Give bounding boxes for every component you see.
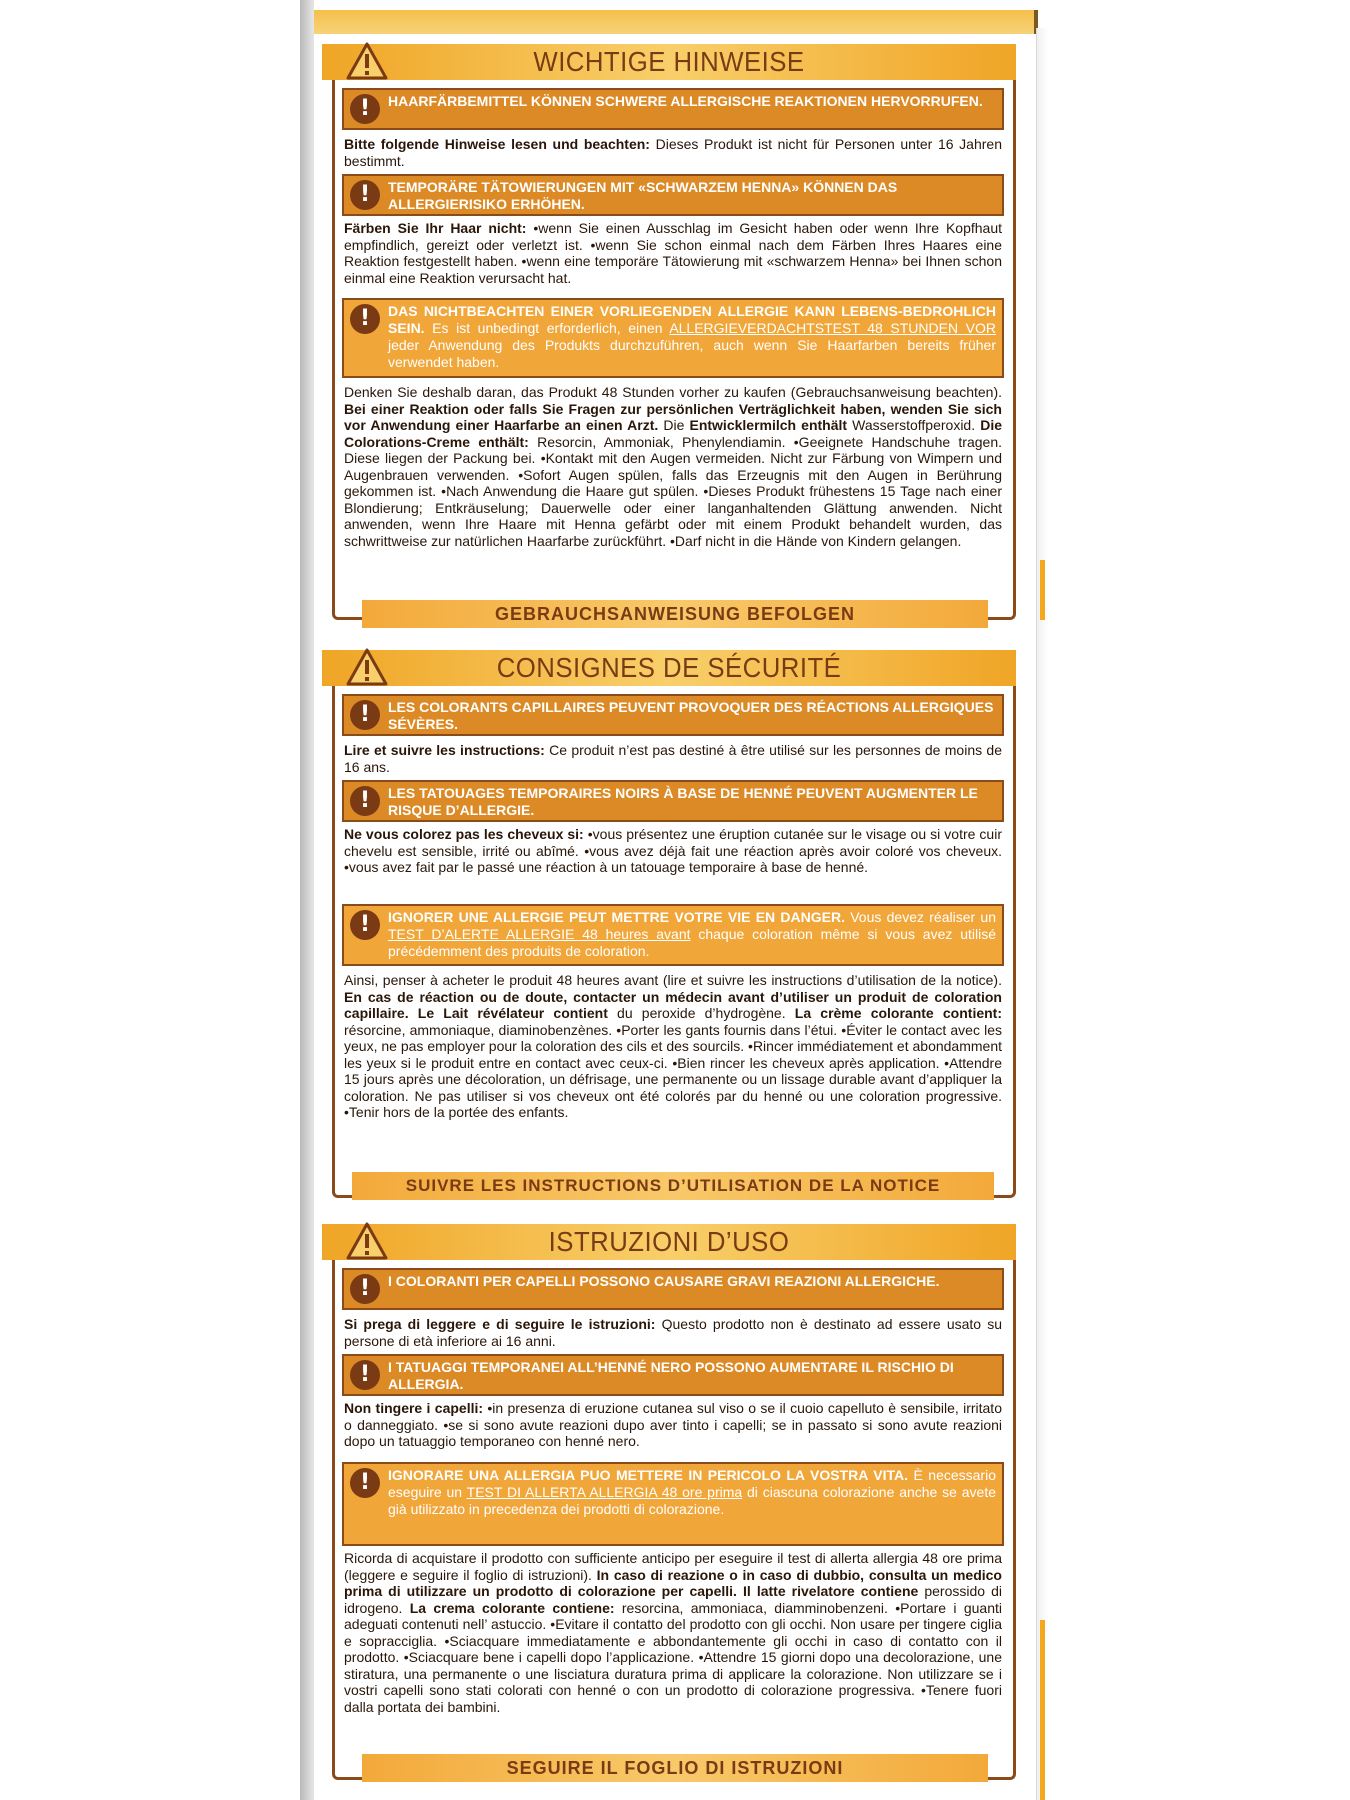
section-fr xyxy=(322,650,1016,1210)
section-title-bar xyxy=(322,650,1016,686)
paragraph-bold: Il latte rivelatore contiene xyxy=(743,1583,919,1599)
warning-text-part: jeder Anwendung des Produkts durchzuführen, auch wenn Sie Haarfarben bereits früher verwendet haben. xyxy=(388,337,996,370)
paragraph-text: resorcina, ammoniaca, diamminobenzeni. •Portare i guanti adeguati contenuti nell’ astuccio. •Evitare il contatto del prodotto con gli occhi. Non usare per tingere ciglia e sopracciglia. •Sciacquare immediatamente e abbondantemente gli occhi in caso di contatto con il prodotto. •Sciacquare bene i capelli dopo l’applicazione. •Attendre 15 giorni dopo una decolorazione, une stiratura, una permanente o une lisciatura duratura prima di applicare la colorazione. Non utilizzare se i vostri capelli sono stati colorati con henné o con un prodotto di colorazione progressiva. •Tenere fuori dalla portata dei bambini. xyxy=(344,1599,1002,1715)
section-title: ISTRUZIONI D’USO xyxy=(548,1226,790,1257)
warning-bar-allergy-test xyxy=(342,904,1004,966)
paragraph-text: Wasserstoffperoxid. xyxy=(847,417,981,433)
exclamation-circle-icon: ! xyxy=(350,1468,380,1498)
warning-bar xyxy=(342,1268,1004,1310)
paragraph-text: •wenn Sie einen Ausschlag im Gesicht haben oder wenn Ihre Kopfhaut empfindlich, gereizt oder verletzt ist. •wenn Sie schon einmal nach dem Färben Ihres Haares eine Reaktion festgestellt haben. •wenn eine temporäre Tätowierung mit «schwarzem Henna» bei Ihnen schon einmal eine Reaktion verursacht hat. xyxy=(344,220,1003,286)
paragraph-bold: Entwicklermilch enthält xyxy=(689,417,848,433)
exclamation-circle-icon: ! xyxy=(350,1274,380,1304)
paragraph-text: Resorcin, Ammoniak, Phenylendiamin. •Geeignete Handschuhe tragen. Diese liegen der Packung bei. •Kontakt mit den Augen vermeiden. Nicht zur Färbung von Wimpern und Augenbrauen verwenden. •Sofort Augen spülen, falls das Erzeugnis mit den Augen in Berührung gekommen ist. •Nach Anwendung die Haare gut spülen. •Dieses Produkt frühestens 15 Tage nach einer Blondierung; Entkräuselung; Dauerwelle oder einer langanhaltenden Glättung anwenden. Nicht anwenden, wenn Ihre Haare mit Henna gefärbt oder mit einem Produkt behandelt wurden, das schwrittweise zur natürlichen Haarfarbe zurückführt. •Darf nicht in die Hände von Kindern gelangen. xyxy=(344,433,1003,549)
paragraph-lead: Lire et suivre les instructions: xyxy=(344,742,545,758)
exclamation-circle-icon: ! xyxy=(350,94,380,124)
allergy-test-underlined: TEST D’ALERTE ALLERGIE 48 heures avant xyxy=(388,926,691,942)
warning-bar-allergy-test xyxy=(342,1462,1004,1546)
warning-text: I COLORANTI PER CAPELLI POSSONO CAUSARE GRAVI REAZIONI ALLERGICHE. xyxy=(388,1273,940,1289)
paragraph-text: du peroxide d’hydrogène. xyxy=(607,1005,795,1021)
paragraph xyxy=(344,1316,1002,1349)
paragraph xyxy=(344,826,1002,876)
warning-bar-allergy-test xyxy=(342,298,1004,378)
package-right-edge xyxy=(1036,28,1048,1800)
paragraph-lead: Si prega di leggere e di seguire le istruzioni: xyxy=(344,1316,656,1332)
paragraph-text: •in presenza di eruzione cutanea sul viso o se il cuoio capelluto è sensibile, irritato o danneggiato. •se si sono avute reazioni dupo aver tinto i capelli; se in passato si sono avute reazioni dopo un tatuaggio temporaneo con henné nero. xyxy=(344,1400,1002,1449)
paragraph-lead: Färben Sie Ihr Haar nicht: xyxy=(344,220,527,236)
warning-bar xyxy=(342,694,1004,736)
paragraph-bold: En cas de réaction ou de doute, contacter un médecin avant d’utiliser un produit de coloration capillaire. xyxy=(344,988,1002,1021)
warning-text-part: chaque coloration même si vous avez utilisé précédemment des produits de coloration. xyxy=(388,926,997,959)
warning-text xyxy=(388,300,1002,373)
warning-text: LES COLORANTS CAPILLAIRES PEUVENT PROVOQUER DES RÉACTIONS ALLERGIQUES SÉVÈRES. xyxy=(388,699,994,732)
package-right-stripe xyxy=(1040,560,1045,620)
paragraph xyxy=(344,972,1002,1121)
warning-bar xyxy=(342,88,1004,130)
paragraph-lead: Ne vous colorez pas les cheveux si: xyxy=(344,826,584,842)
section-de xyxy=(322,44,1016,634)
section-footer: SEGUIRE IL FOGLIO DI ISTRUZIONI xyxy=(362,1754,988,1782)
section-title-bar xyxy=(322,1224,1016,1260)
exclamation-circle-icon: ! xyxy=(350,180,380,210)
section-it xyxy=(322,1224,1016,1794)
warning-bold: IGNORARE UNA ALLERGIA PUO METTERE IN PERICOLO LA VOSTRA VITA. xyxy=(388,1467,909,1483)
warning-text: LES TATOUAGES TEMPORAIRES NOIRS À BASE DE HENNÉ PEUVENT AUGMENTER LE RISQUE D’ALLERGIE. xyxy=(388,785,978,818)
paragraph xyxy=(344,1400,1002,1450)
allergy-test-underlined: ALLERGIEVERDACHTSTEST 48 STUNDEN VOR xyxy=(669,320,996,336)
warning-text-part: Vous devez réaliser un xyxy=(844,909,996,925)
paragraph-bold: La crema colorante contiene: xyxy=(409,1599,615,1616)
warning-text: HAARFÄRBEMITTEL KÖNNEN SCHWERE ALLERGISCHE REAKTIONEN HERVORRUFEN. xyxy=(388,93,983,109)
paragraph-text: Denken Sie deshalb daran, das Produkt 48 Stunden vorher zu kaufen (Gebrauchsanweisung beachten). xyxy=(344,384,1002,400)
paragraph xyxy=(344,384,1002,549)
paragraph-bold: In caso di reazione o in caso di dubbio, consulta un medico prima di utilizzare un prodotto di colorazione per capelli. xyxy=(344,1566,1002,1599)
exclamation-circle-icon: ! xyxy=(350,910,380,940)
warning-bar xyxy=(342,1354,1004,1396)
exclamation-circle-icon: ! xyxy=(350,1360,380,1390)
warning-text: TEMPORÄRE TÄTOWIERUNGEN MIT «SCHWARZEM HENNA» KÖNNEN DAS ALLERGIERISIKO ERHÖHEN. xyxy=(388,179,898,212)
paragraph-bold: Le Lait révélateur contient xyxy=(417,1005,608,1021)
paragraph-text: perossido di idrogeno. xyxy=(344,1583,1002,1616)
warning-text-part: di ciascuna colorazione anche se avete già utilizzato in precedenza dei prodotti di colorazione. xyxy=(388,1484,996,1517)
warning-text-part: Es ist unbedingt erforderlich, einen xyxy=(424,320,670,336)
paragraph xyxy=(344,220,1002,286)
section-title: WICHTIGE HINWEISE xyxy=(533,46,805,77)
section-footer: GEBRAUCHSANWEISUNG BEFOLGEN xyxy=(362,600,988,628)
section-footer: SUIVRE LES INSTRUCTIONS D’UTILISATION DE LA NOTICE xyxy=(352,1172,994,1200)
warning-bold: IGNORER UNE ALLERGIE PEUT METTRE VOTRE VIE EN DANGER. xyxy=(388,909,845,925)
package-top-edge xyxy=(314,10,1034,34)
exclamation-circle-icon: ! xyxy=(350,786,380,816)
paragraph-lead: Bitte folgende Hinweise lesen und beachten: xyxy=(344,136,650,152)
paragraph-text: •vous présentez une éruption cutanée sur le visage ou si votre cuir chevelu est sensible, irrité ou abîmé. •vous avez déjà fait une réaction après avoir coloré vos cheveux. •vous avez fait par le passé une réaction à un tatouage temporaire à base de henné. xyxy=(344,826,1002,875)
paragraph-text: résorcine, ammoniaque, diaminobenzènes. •Porter les gants fournis dans l’étui. •Éviter le contact avec les yeux, ne pas employer pour la coloration des cils et des sourcils. •Rincer immédiatement et abondamment les yeux si le produit entre en contact avec ceux-ci. •Bien rincer les cheveux après application. •Attendre 15 jours après une décoloration, un défrisage, une permanente ou un lissage durable avant d’appliquer la coloration. Ne pas utiliser si vos cheveux ont été colorés par du henné ou une coloration progressive. •Tenir hors de la portée des enfants. xyxy=(344,1021,1002,1120)
paragraph-text: Ce produit n’est pas destiné à être utilisé sur les personnes de moins de 16 ans. xyxy=(344,742,1002,775)
exclamation-circle-icon: ! xyxy=(350,700,380,730)
warning-text: I TATUAGGI TEMPORANEI ALL’HENNÉ NERO POSSONO AUMENTARE IL RISCHIO DI ALLERGIA. xyxy=(388,1359,954,1392)
warning-bar xyxy=(342,780,1004,822)
exclamation-circle-icon: ! xyxy=(350,304,380,334)
paragraph-text: Die xyxy=(658,417,690,433)
warning-bold: DAS NICHTBEACHTEN EINER VORLIEGENDEN ALLERGIE KANN LEBENS-BEDROHLICH SEIN. xyxy=(388,303,996,336)
paragraph-text: Ricorda di acquistare il prodotto con sufficiente anticipo per eseguire il test di allerta allergia 48 ore prima (leggere e seguire il foglio di istruzioni). xyxy=(344,1550,1002,1583)
warning-text xyxy=(388,906,1002,962)
allergy-test-underlined: TEST DI ALLERTA ALLERGIA 48 ore prima xyxy=(466,1484,743,1500)
paragraph xyxy=(344,1550,1002,1715)
warning-bar xyxy=(342,174,1004,216)
package-left-edge xyxy=(300,0,314,1800)
paragraph-bold: La crème colorante contient: xyxy=(794,1005,1002,1021)
section-title: CONSIGNES DE SÉCURITÉ xyxy=(496,652,842,683)
warning-text xyxy=(388,1464,1002,1520)
paragraph-bold: Bei einer Reaktion oder falls Sie Fragen zur persönlichen Verträglichkeit haben, wenden Sie sich vor Anwendung einer Haarfarbe an einen Arzt. xyxy=(344,400,1002,433)
paragraph xyxy=(344,742,1002,775)
paragraph-lead: Non tingere i capelli: xyxy=(344,1400,484,1416)
package-right-stripe xyxy=(1040,1620,1045,1800)
section-title-bar xyxy=(322,44,1016,80)
paragraph xyxy=(344,136,1002,169)
paragraph-text: Ainsi, penser à acheter le produit 48 heures avant (lire et suivre les instructions d’utilisation de la notice). xyxy=(344,972,1002,988)
paragraph-text: Dieses Produkt ist nicht für Personen unter 16 Jahren bestimmt. xyxy=(344,136,1002,169)
paragraph-text: Questo prodotto non è destinato ad essere usato su persone di età inferiore ai 16 anni. xyxy=(344,1316,1003,1349)
paragraph-bold: Die Colorations-Creme enthält: xyxy=(344,417,1003,450)
warning-text-part: È necessario eseguire un xyxy=(388,1467,996,1500)
paragraph-text xyxy=(409,1005,418,1021)
